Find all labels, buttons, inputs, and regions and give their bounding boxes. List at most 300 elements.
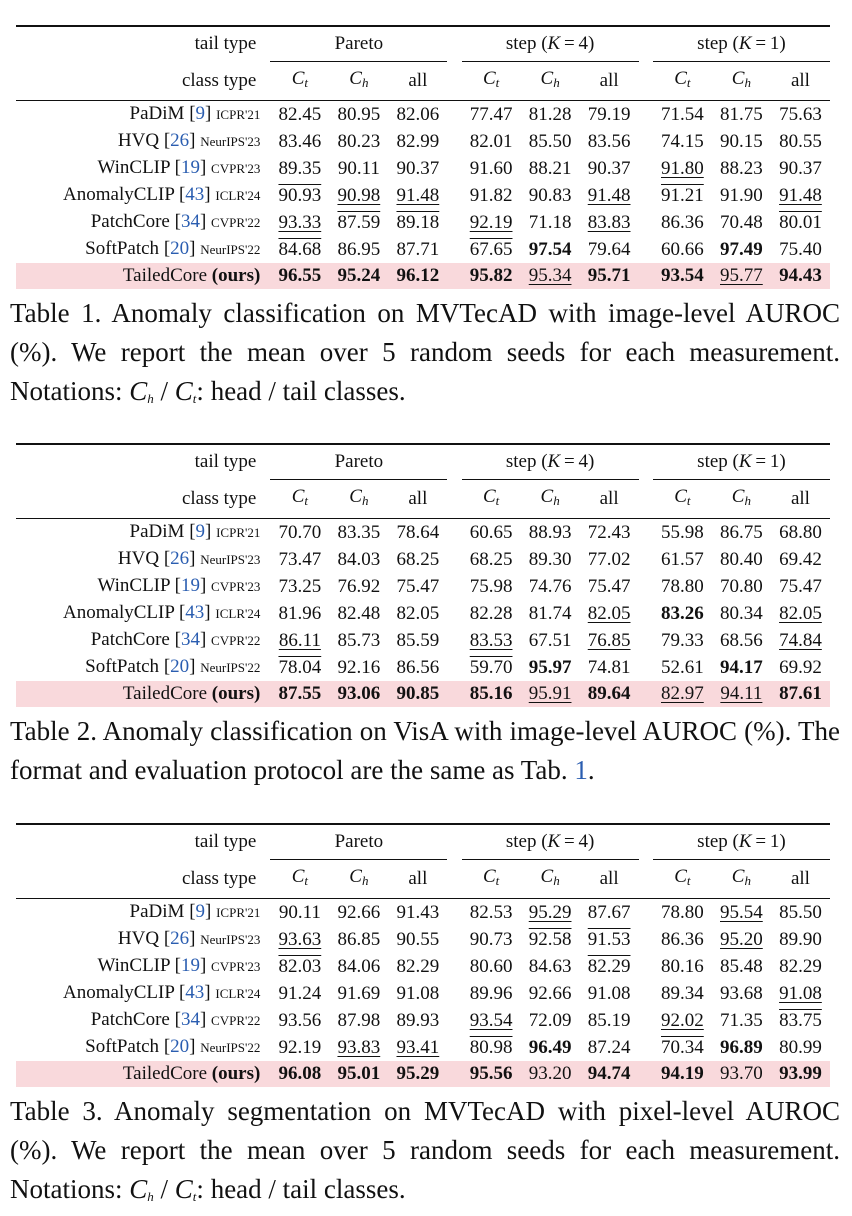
value: 91.48 — [779, 184, 822, 206]
col-ch: $C_h$ — [712, 62, 771, 101]
value: 92.02 — [661, 1009, 704, 1031]
table-row — [16, 953, 830, 980]
method-name: HVQ — [117, 928, 160, 949]
value: 88.93 — [528, 521, 572, 543]
value-cell — [771, 546, 830, 573]
value-cell — [580, 899, 639, 927]
method-name: SoftPatch — [85, 656, 160, 677]
value-cell — [388, 980, 447, 1007]
value: 73.47 — [278, 548, 322, 570]
value: 83.53 — [469, 629, 513, 651]
value-cell — [329, 128, 388, 155]
value-cell — [653, 600, 712, 627]
value: 91.24 — [278, 982, 322, 1004]
value-cell — [270, 263, 329, 289]
value-cell — [580, 1061, 639, 1087]
method-cell: PaDiM [9] ICPR'21 — [129, 521, 261, 542]
value-cell — [712, 681, 771, 707]
value-cell — [653, 654, 712, 681]
value: 59.70 — [469, 656, 513, 678]
value-cell — [388, 1007, 447, 1034]
citation-link[interactable]: 43 — [185, 602, 205, 623]
value: 74.76 — [528, 575, 572, 597]
table-row — [16, 627, 830, 654]
value-cell — [653, 1007, 712, 1034]
value-cell — [388, 155, 447, 182]
value-cell — [521, 209, 580, 236]
value-cell — [521, 654, 580, 681]
ours-label: (ours) — [211, 1063, 261, 1084]
col-all: all — [388, 480, 447, 519]
method-name: AnomalyCLIP — [63, 982, 175, 1003]
table-row — [16, 654, 830, 681]
value-cell — [521, 899, 580, 927]
citation-link[interactable]: 20 — [170, 656, 190, 677]
value: 82.29 — [779, 955, 822, 977]
value: 76.85 — [587, 629, 631, 651]
citation-link[interactable]: 19 — [180, 955, 200, 976]
citation-link[interactable]: 34 — [180, 629, 200, 650]
value-cell — [329, 236, 388, 263]
method-name: PatchCore — [90, 629, 170, 650]
value-cell — [329, 519, 388, 547]
method-name: WinCLIP — [97, 575, 170, 596]
value-cell — [771, 980, 830, 1007]
value-cell — [771, 1034, 830, 1061]
value-cell — [521, 1061, 580, 1087]
citation-link[interactable]: 20 — [170, 1036, 190, 1057]
value: 90.15 — [720, 130, 763, 152]
value: 83.35 — [337, 521, 381, 543]
method-name: HVQ — [117, 548, 160, 569]
value: 80.99 — [779, 1036, 822, 1058]
value: 84.63 — [528, 955, 572, 977]
value: 77.47 — [469, 103, 513, 125]
value: 72.43 — [587, 521, 631, 543]
value-cell — [270, 546, 329, 573]
value-cell — [712, 953, 771, 980]
value: 85.50 — [528, 130, 572, 152]
value: 82.53 — [469, 901, 513, 923]
citation-link[interactable]: 19 — [180, 157, 200, 178]
value: 69.42 — [779, 548, 822, 570]
venue-label: ICPR'21 — [216, 107, 261, 122]
value: 95.82 — [469, 265, 513, 286]
value: 95.34 — [528, 265, 572, 286]
table-row — [16, 600, 830, 627]
method-cell: WinCLIP [19] CVPR'23 — [97, 575, 261, 596]
value-cell — [388, 953, 447, 980]
value-cell — [580, 953, 639, 980]
method-cell — [16, 1061, 270, 1087]
value-cell — [771, 573, 830, 600]
value-cell — [580, 263, 639, 289]
header-row-tail-type — [16, 26, 830, 62]
value-cell — [462, 263, 521, 289]
value-cell — [388, 573, 447, 600]
value-cell — [388, 209, 447, 236]
value-cell — [462, 600, 521, 627]
value: 90.11 — [278, 901, 321, 923]
value-cell — [270, 101, 329, 129]
value-cell — [388, 128, 447, 155]
value: 80.01 — [779, 211, 822, 233]
value-cell — [712, 263, 771, 289]
citation-link[interactable]: 9 — [195, 103, 206, 124]
value-cell — [712, 926, 771, 953]
value-cell — [462, 899, 521, 927]
value: 68.56 — [720, 629, 763, 651]
value-cell — [653, 209, 712, 236]
col-all: all — [771, 480, 830, 519]
value: 87.98 — [337, 1009, 381, 1031]
value-cell — [653, 573, 712, 600]
caption-text: Table 2. Anomaly classification on VisA with image-level AUROC (%). The format and evaluation protocol are the same as Tab. — [10, 716, 840, 785]
citation-link[interactable]: 26 — [170, 548, 190, 569]
value-cell — [653, 546, 712, 573]
value: 80.16 — [661, 955, 704, 977]
value: 75.63 — [779, 103, 822, 125]
value: 71.18 — [528, 211, 572, 233]
value: 70.48 — [720, 211, 763, 233]
value: 78.80 — [661, 901, 704, 923]
value: 91.80 — [661, 157, 704, 179]
value-cell — [521, 1007, 580, 1034]
table-2-caption — [10, 712, 840, 790]
header-row-tail-type — [16, 824, 830, 860]
value-cell — [388, 1034, 447, 1061]
group-step-k4: step (K = 4) — [462, 824, 639, 860]
value-cell — [653, 101, 712, 129]
value: 89.30 — [528, 548, 572, 570]
value: 71.35 — [720, 1009, 763, 1031]
value: 95.56 — [469, 1063, 513, 1084]
header-row-class-type — [16, 480, 830, 519]
col-ct: $C_t$ — [270, 62, 329, 101]
method-cell: PaDiM [9] ICPR'21 — [129, 103, 261, 124]
value-cell — [771, 1007, 830, 1034]
table-2-block — [0, 418, 852, 798]
value: 61.57 — [661, 548, 704, 570]
value: 91.08 — [396, 982, 440, 1004]
citation-link[interactable]: 20 — [170, 238, 190, 259]
value-cell — [580, 627, 639, 654]
value: 87.55 — [278, 683, 322, 704]
value-cell — [462, 519, 521, 547]
value-cell — [270, 953, 329, 980]
venue-label: NeurIPS'23 — [200, 552, 261, 567]
table-row — [16, 128, 830, 155]
value: 85.50 — [779, 901, 822, 923]
col-ch: $C_h$ — [521, 62, 580, 101]
value-cell — [771, 236, 830, 263]
value-cell — [270, 681, 329, 707]
venue-label: NeurIPS'22 — [200, 660, 261, 675]
value-cell — [270, 1034, 329, 1061]
value: 73.25 — [278, 575, 322, 597]
value-cell — [771, 654, 830, 681]
value-cell — [521, 155, 580, 182]
venue-label: ICLR'24 — [215, 606, 261, 621]
value: 75.40 — [779, 238, 822, 260]
table-row — [16, 899, 830, 927]
table-row-ours — [16, 1061, 830, 1087]
tail-type-label: tail type — [16, 444, 270, 480]
value-cell — [388, 546, 447, 573]
citation-link[interactable]: 26 — [170, 130, 190, 151]
col-ch: $C_h$ — [712, 480, 771, 519]
value-cell — [388, 926, 447, 953]
value: 82.01 — [469, 130, 513, 152]
citation-link[interactable]: 34 — [180, 1009, 200, 1030]
value-cell — [388, 519, 447, 547]
value-cell — [329, 953, 388, 980]
value: 82.29 — [587, 955, 631, 977]
caption-table-ref-link[interactable]: 1 — [574, 755, 588, 785]
value-cell — [771, 600, 830, 627]
value: 87.67 — [587, 901, 631, 923]
value-cell — [329, 573, 388, 600]
method-cell — [16, 681, 270, 707]
col-ch: $C_h$ — [521, 480, 580, 519]
value: 90.93 — [278, 184, 322, 206]
value: 70.34 — [661, 1036, 704, 1058]
value: 85.73 — [337, 629, 381, 651]
value-cell — [521, 980, 580, 1007]
value-cell — [462, 209, 521, 236]
method-cell: WinCLIP [19] CVPR'23 — [97, 955, 261, 976]
value-cell — [653, 236, 712, 263]
value-cell — [270, 980, 329, 1007]
value: 87.61 — [779, 683, 822, 704]
value: 90.37 — [396, 157, 440, 179]
value: 96.08 — [278, 1063, 322, 1084]
value-cell — [712, 899, 771, 927]
value: 93.54 — [661, 265, 704, 286]
ours-label: (ours) — [211, 683, 261, 704]
value-cell — [712, 209, 771, 236]
citation-link[interactable]: 19 — [180, 575, 200, 596]
value: 81.74 — [528, 602, 572, 624]
col-ct: $C_t$ — [653, 860, 712, 899]
value: 95.20 — [720, 928, 763, 950]
citation-link[interactable]: 9 — [195, 521, 206, 542]
value-cell — [329, 899, 388, 927]
value: 80.60 — [469, 955, 513, 977]
value-cell — [521, 236, 580, 263]
value: 80.40 — [720, 548, 763, 570]
value-cell — [521, 1034, 580, 1061]
value-cell — [771, 926, 830, 953]
col-all: all — [771, 860, 830, 899]
value: 71.54 — [661, 103, 704, 125]
caption-tail: head / tail classes. — [210, 1174, 406, 1204]
value-cell — [462, 573, 521, 600]
col-ch: $C_h$ — [712, 860, 771, 899]
group-pareto: Pareto — [270, 444, 447, 480]
value-cell — [580, 1007, 639, 1034]
value: 79.19 — [587, 103, 631, 125]
value-cell — [388, 899, 447, 927]
value-cell — [580, 926, 639, 953]
value-cell — [653, 1034, 712, 1061]
value-cell — [270, 1007, 329, 1034]
value: 93.56 — [278, 1009, 322, 1031]
value: 88.21 — [528, 157, 572, 179]
method-name: PaDiM — [129, 521, 185, 542]
value-cell — [329, 681, 388, 707]
value: 95.54 — [720, 901, 763, 923]
value: 94.17 — [720, 656, 763, 678]
value: 74.15 — [661, 130, 704, 152]
value-cell — [388, 681, 447, 707]
citation-link[interactable]: 9 — [195, 901, 206, 922]
value-cell — [712, 654, 771, 681]
value-cell — [462, 1061, 521, 1087]
value: 93.06 — [337, 683, 381, 704]
method-cell: AnomalyCLIP [43] ICLR'24 — [63, 602, 261, 623]
citation-link[interactable]: 34 — [180, 211, 200, 232]
method-name: TailedCore — [122, 265, 208, 286]
table-row — [16, 980, 830, 1007]
value: 94.11 — [720, 683, 763, 704]
value: 91.48 — [587, 184, 631, 206]
value-cell — [462, 1034, 521, 1061]
value: 85.16 — [469, 683, 513, 704]
value-cell — [270, 1061, 329, 1087]
value: 52.61 — [661, 656, 704, 678]
value: 80.98 — [469, 1036, 513, 1058]
value: 84.06 — [337, 955, 381, 977]
method-cell: PatchCore [34] CVPR'22 — [90, 211, 261, 232]
col-all: all — [771, 62, 830, 101]
value-cell — [521, 953, 580, 980]
value-cell — [270, 236, 329, 263]
tail-type-label: tail type — [16, 824, 270, 860]
value-cell — [270, 209, 329, 236]
value-cell — [329, 263, 388, 289]
value: 92.19 — [278, 1036, 322, 1058]
value-cell — [580, 182, 639, 209]
caption-tail: . — [587, 755, 595, 785]
col-ch: $C_h$ — [329, 860, 388, 899]
value-cell — [712, 236, 771, 263]
table-2-body — [16, 519, 830, 708]
value: 89.96 — [469, 982, 513, 1004]
value-cell — [580, 155, 639, 182]
value: 72.09 — [528, 1009, 572, 1031]
value: 82.03 — [278, 955, 322, 977]
value-cell — [712, 1034, 771, 1061]
method-cell: PatchCore [34] CVPR'22 — [90, 1009, 261, 1030]
value-cell — [521, 926, 580, 953]
table-row — [16, 573, 830, 600]
value: 78.04 — [278, 656, 322, 678]
value: 87.71 — [396, 238, 440, 260]
value: 93.68 — [720, 982, 763, 1004]
value-cell — [653, 519, 712, 547]
citation-link[interactable]: 43 — [185, 184, 205, 205]
value: 89.34 — [661, 982, 704, 1004]
value-cell — [521, 627, 580, 654]
value-cell — [771, 953, 830, 980]
value: 78.80 — [661, 575, 704, 597]
value-cell — [462, 128, 521, 155]
value: 90.11 — [337, 157, 380, 179]
method-name: TailedCore — [122, 683, 208, 704]
value: 93.99 — [779, 1063, 822, 1084]
value-cell — [388, 101, 447, 129]
value: 74.84 — [779, 629, 822, 651]
value: 95.77 — [720, 265, 763, 286]
venue-label: CVPR'22 — [211, 633, 261, 648]
value-cell — [521, 600, 580, 627]
value-cell — [521, 128, 580, 155]
table-3-body — [16, 899, 830, 1088]
value: 82.29 — [396, 955, 440, 977]
citation-link[interactable]: 43 — [185, 982, 205, 1003]
value-cell — [580, 101, 639, 129]
table-1-body — [16, 101, 830, 290]
method-name: WinCLIP — [97, 955, 170, 976]
value: 92.66 — [528, 982, 572, 1004]
value-cell — [653, 263, 712, 289]
value: 75.47 — [396, 575, 440, 597]
table-row — [16, 101, 830, 129]
method-cell: HVQ [26] NeurIPS'23 — [117, 548, 261, 569]
value-cell — [712, 546, 771, 573]
value-cell — [462, 627, 521, 654]
value: 70.70 — [278, 521, 322, 543]
citation-link[interactable]: 26 — [170, 928, 190, 949]
value: 95.71 — [587, 265, 631, 286]
value-cell — [270, 182, 329, 209]
method-name: PatchCore — [90, 211, 170, 232]
group-step-k4: step (K = 4) — [462, 444, 639, 480]
value: 92.58 — [528, 928, 572, 950]
value-cell — [329, 627, 388, 654]
method-name: PatchCore — [90, 1009, 170, 1030]
venue-label: CVPR'23 — [211, 579, 261, 594]
method-cell: HVQ [26] NeurIPS'23 — [117, 130, 261, 151]
value: 90.37 — [779, 157, 822, 179]
value: 79.33 — [661, 629, 704, 651]
value: 93.63 — [278, 928, 322, 950]
value-cell — [388, 627, 447, 654]
method-name: PaDiM — [129, 103, 185, 124]
value-cell — [329, 209, 388, 236]
table-1-caption: Table 1. Anomaly classification on MVTecAD with image-level AUROC (%). We report the mean over 5 random seeds for each measurement. Notations: $C_h / C_t$: head / tail classes. — [10, 298, 840, 406]
col-ct: $C_t$ — [462, 480, 521, 519]
value: 89.90 — [779, 928, 822, 950]
value-cell — [712, 128, 771, 155]
value-cell — [270, 899, 329, 927]
value-cell — [462, 926, 521, 953]
results-table-2 — [16, 443, 830, 707]
value-cell — [771, 209, 830, 236]
venue-label: ICPR'21 — [216, 905, 261, 920]
value: 75.47 — [587, 575, 631, 597]
col-ch: $C_h$ — [521, 860, 580, 899]
venue-label: NeurIPS'23 — [200, 134, 261, 149]
value-cell — [653, 899, 712, 927]
value-cell — [771, 101, 830, 129]
value-cell — [521, 263, 580, 289]
value: 76.92 — [337, 575, 381, 597]
value: 80.34 — [720, 602, 763, 624]
value-cell — [771, 1061, 830, 1087]
value: 95.01 — [337, 1063, 381, 1084]
